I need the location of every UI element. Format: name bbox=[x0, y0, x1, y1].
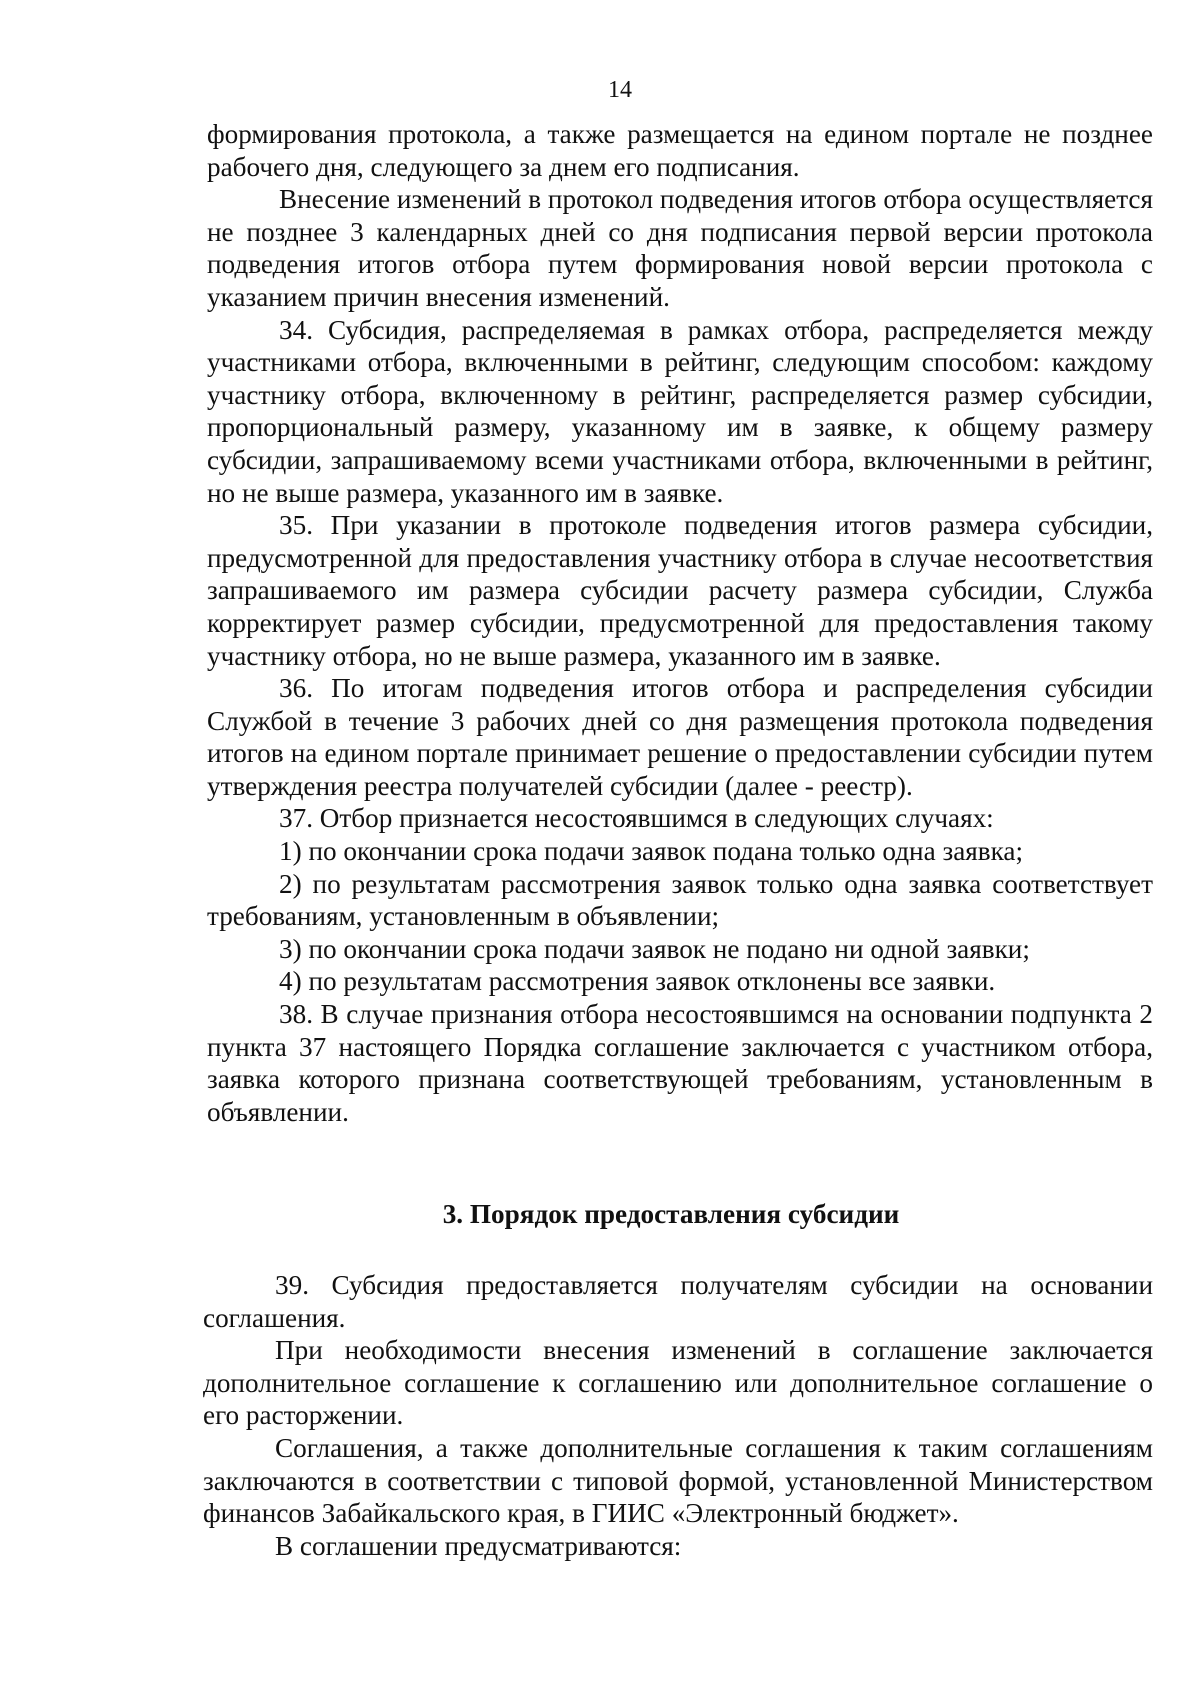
list-item: 2) по результатам рассмотрения заявок только одна заявка соответствует требованиям, установленным в объявлении; bbox=[207, 868, 1153, 932]
paragraph-item-39: 39. Субсидия предоставляется получателям субсидии на основании соглашения. bbox=[203, 1270, 1153, 1333]
paragraph-item-37: 37. Отбор признается несостоявшимся в следующих случаях: bbox=[279, 803, 994, 834]
page-number: 14 bbox=[608, 77, 632, 103]
paragraph: Соглашения, а также дополнительные соглашения к таким соглашениям заключаются в соответствии с типовой формой, установленной Министерством финансов Забайкальского края, в ГИИС «Электронный бюджет». bbox=[203, 1432, 1153, 1529]
paragraph-item-38: 38. В случае признания отбора несостоявшимся на основании подпункта 2 пункта 37 настоящего Порядка соглашение заключается с участником отбора, заявка которого признана соответствующей требованиям, установленным в объявлении. bbox=[207, 999, 1153, 1127]
paragraph-item-36: 36. По итогам подведения итогов отбора и распределения субсидии Службой в течение 3 рабочих дней со дня размещения протокола подведения итогов на едином портале принимает решение о предоставлении субсидии путем утверждения реестра получателей субсидии (далее - реестр). bbox=[207, 673, 1153, 801]
paragraph: При необходимости внесения изменений в соглашение заключается дополнительное соглашение к соглашению или дополнительное соглашение о его расторжении. bbox=[203, 1335, 1153, 1431]
paragraph: Внесение изменений в протокол подведения итогов отбора осуществляется не позднее 3 календарных дней со дня подписания первой версии протокола подведения итогов отбора путем формирования новой версии протокола с указанием причин внесения изменений. bbox=[207, 184, 1153, 312]
list-item: 3) по окончании срока подачи заявок не подано ни одной заявки; bbox=[279, 933, 1030, 964]
paragraph: В соглашении предусматриваются: bbox=[275, 1530, 682, 1561]
section-body bbox=[203, 1269, 1153, 1562]
list-item: 1) по окончании срока подачи заявок подана только одна заявка; bbox=[279, 836, 1024, 867]
list-item: 4) по результатам рассмотрения заявок отклонены все заявки. bbox=[279, 966, 996, 997]
paragraph: формирования протокола, а также размещается на едином портале не позднее рабочего дня, следующего за днем его подписания. bbox=[207, 119, 1153, 182]
document-body bbox=[207, 118, 1153, 1128]
paragraph-item-34: 34. Субсидия, распределяемая в рамках отбора, распределяется между участниками отбора, включенными в рейтинг, следующим способом: каждому участнику отбора, включенному в рейтинг, распределяется размер субсидии, пропорциональный размеру, указанному им в заявке, к общему размеру субсидии, запрашиваемому всеми участниками отбора, включенными в рейтинг, но не выше размера, указанного им в заявке. bbox=[207, 314, 1153, 508]
paragraph-item-35: 35. При указании в протоколе подведения итогов размера субсидии, предусмотренной для предоставления участнику отбора в случае несоответствия запрашиваемого им размера субсидии расчету размера субсидии, Служба корректирует размер субсидии, предусмотренной для предоставления такому участнику отбора, но не выше размера, указанного им в заявке. bbox=[207, 510, 1153, 671]
section-heading: 3. Порядок предоставления субсидии bbox=[442, 1199, 900, 1229]
